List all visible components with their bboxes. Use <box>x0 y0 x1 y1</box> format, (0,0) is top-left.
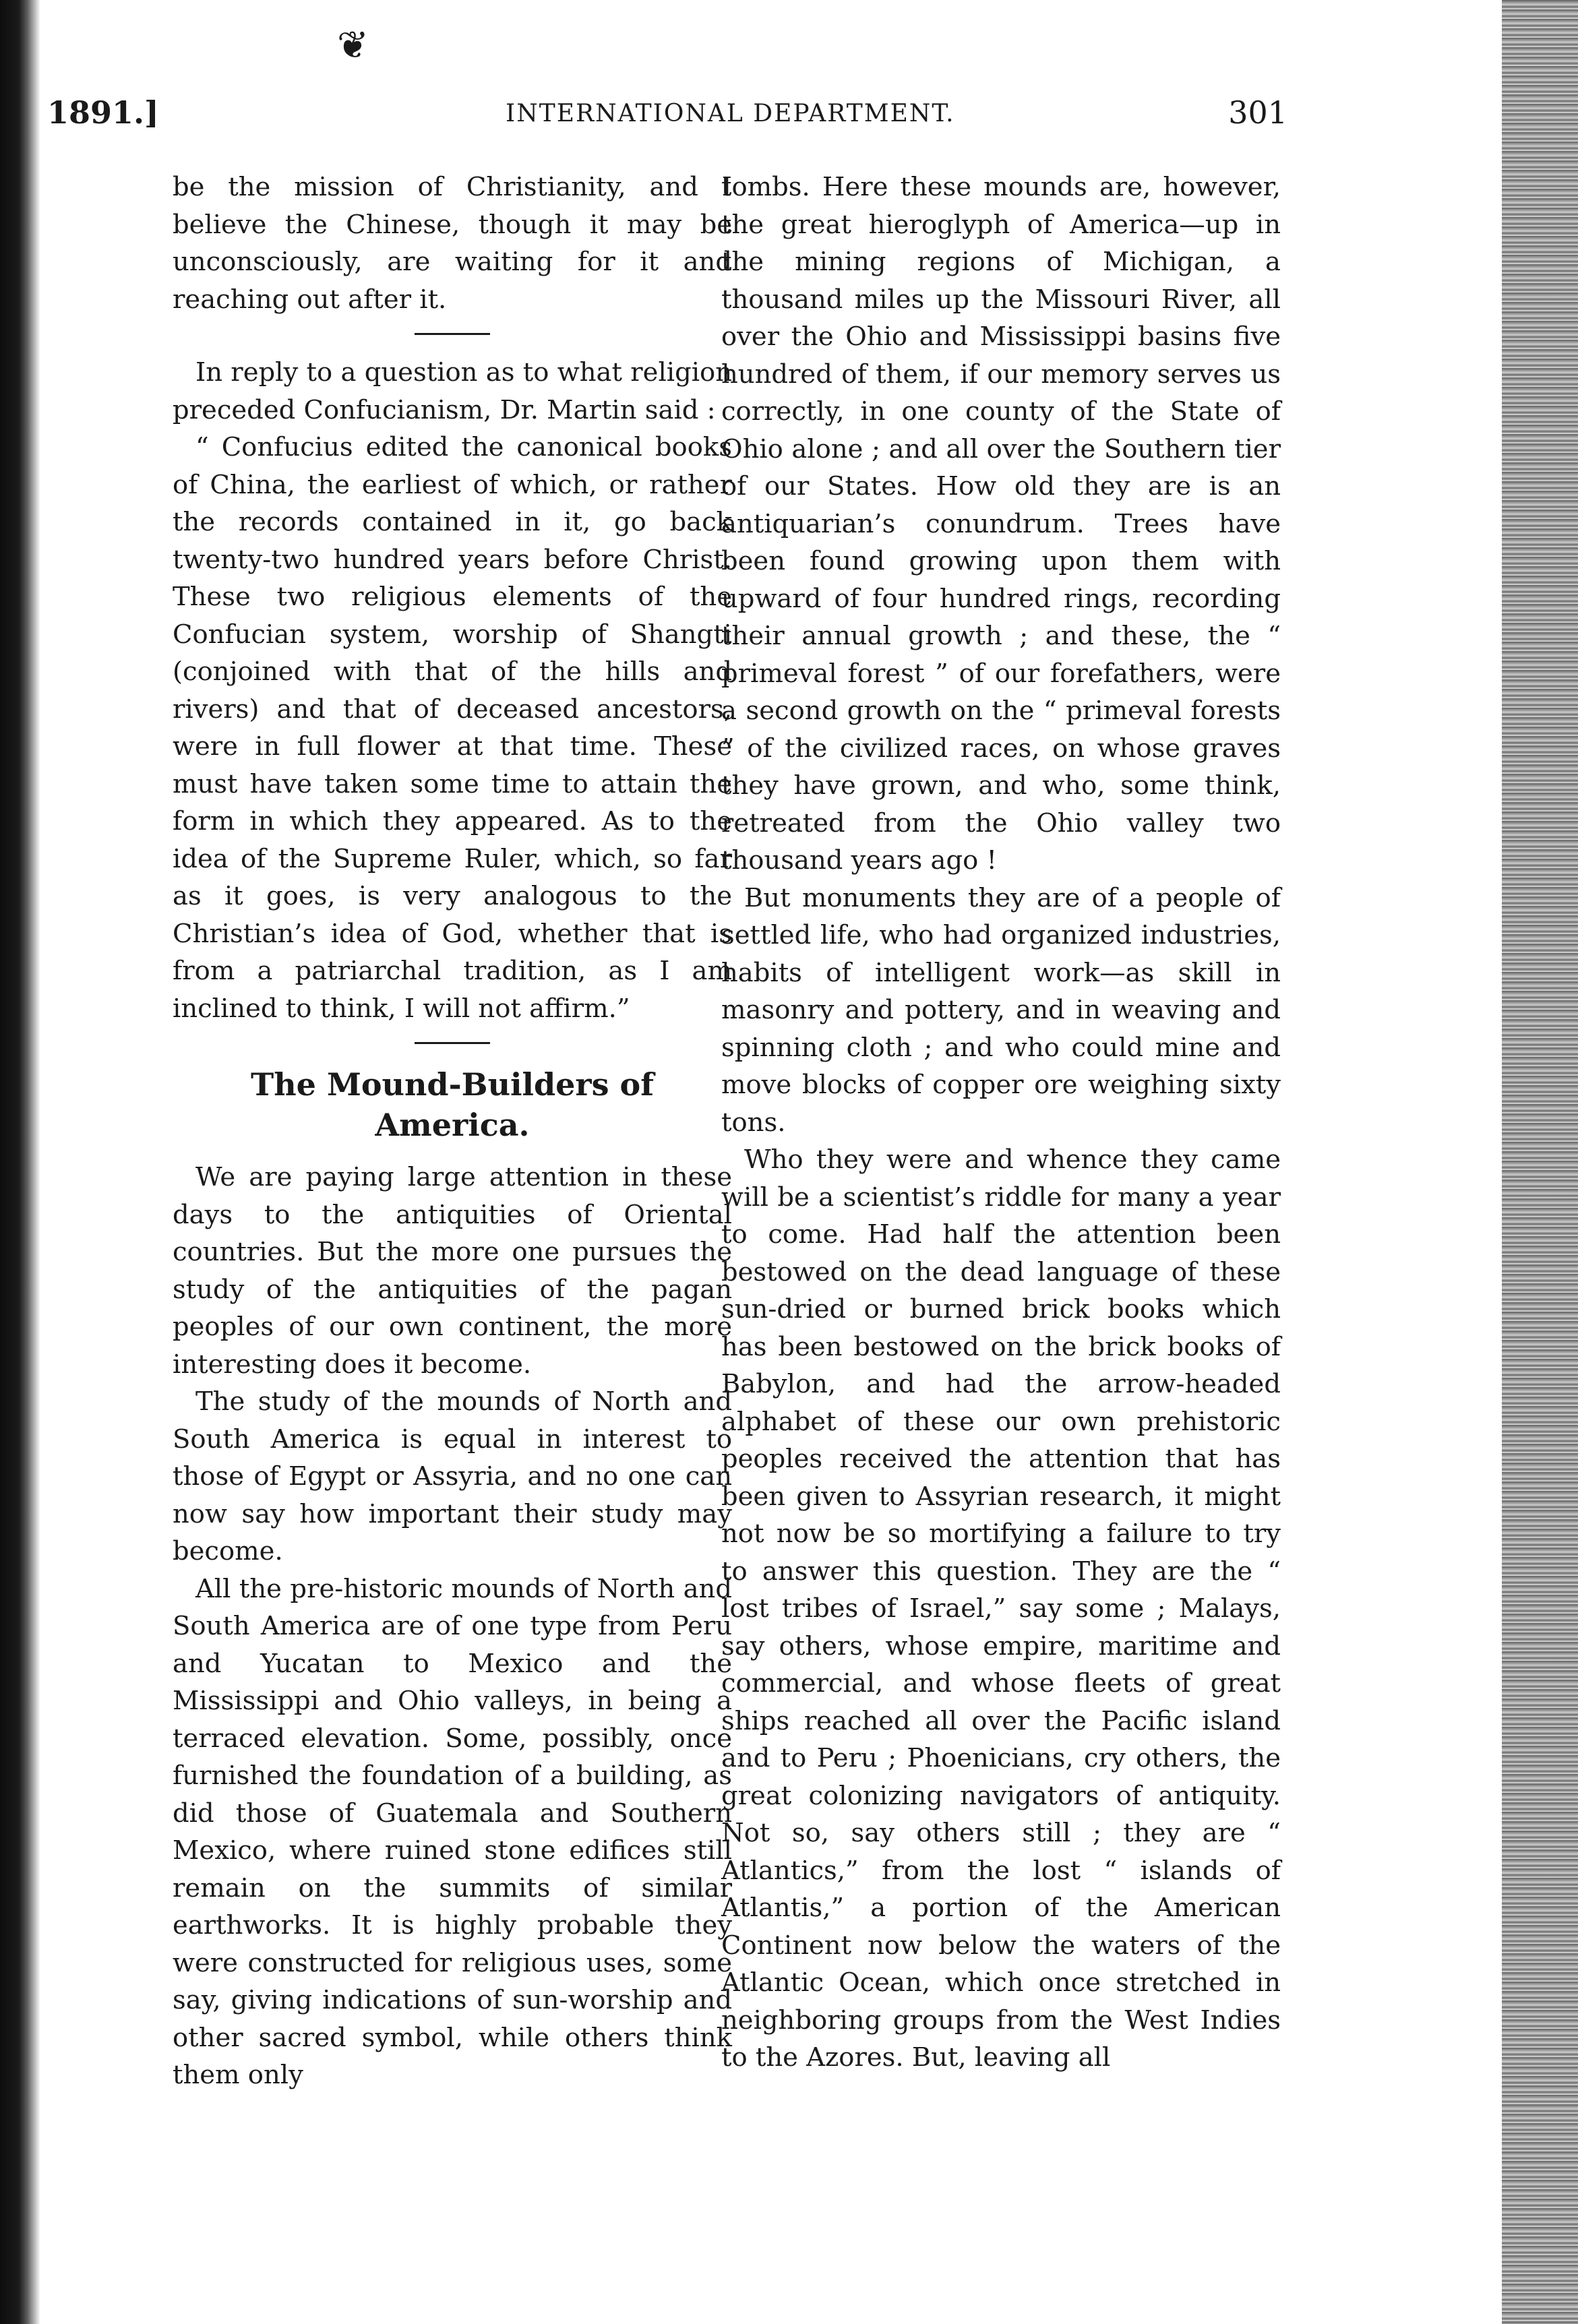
page-number: 301 <box>1228 94 1287 131</box>
scan-edge-left <box>0 0 40 2324</box>
running-title: INTERNATIONAL DEPARTMENT. <box>506 100 955 127</box>
ink-mark-icon: ❦ <box>337 24 369 67</box>
scan-edge-right <box>1502 0 1578 2324</box>
left-para-5: The study of the mounds of North and South America is equal in interest to those of Egypt or Assyria, and no one can now say how important their study may become. <box>173 1386 732 1566</box>
left-column <box>173 169 732 2094</box>
section-divider <box>415 1042 490 1044</box>
left-para-1: be the mission of Christianity, and I believe the Chinese, though it may be unconsciously, are waiting for it and reaching out after it. <box>173 172 732 315</box>
right-para-3: Who they were and whence they came will be a scientist’s riddle for many a year to come. Had half the attention been bestowed on the dead language of these sun-dried or burned brick books which has been bestowed on the brick books of Babylon, and had the arrow-headed alphabet of these our own prehistoric peoples received the attention that has been given to Assyrian research, it might not now be so mortifying a failure to try to answer this question. They are the “ lost tribes of Israel,” say some ; Malays, say others, whose empire, maritime and commercial, and whose fleets of great ships reached all over the Pacific island and to Peru ; Phoenicians, cry others, the great colonizing navigators of antiquity. Not so, say others still ; they are “ Atlantics,” from the lost “ islands of Atlantis,” a portion of the American Continent now below the waters of the Atlantic Ocean, which once stretched in neighboring groups from the West Indies to the Azores. But, leaving all <box>721 1144 1281 2073</box>
left-para-3: “ Confucius edited the canonical books of China, the earliest of which, or rather the records contained in it, go back twenty-two hundred years before Christ. These two religious elements of the Confucian system, worship of Shangti (conjoined with that of the hills and rivers) and that of deceased ancestors, were in full flower at that time. These must have taken some time to attain the form in which they appeared. As to the idea of the Supreme Ruler, which, so far as it goes, is very analogous to the Christian’s idea of God, whether that is from a patriarchal tradition, as I am inclined to think, I will not affirm.” <box>173 432 732 1024</box>
right-para-2: But monuments they are of a people of settled life, who had organized industries, habits of intelligent work—as skill in masonry and pottery, and in weaving and spinning cloth ; and who could mine and move blocks of copper ore weighing sixty tons. <box>721 882 1281 1138</box>
left-para-4: We are paying large attention in these days to the antiquities of Oriental countries. But the more one pursues the study of the antiquities of the pagan peoples of our own continent, the more interesting does it become. <box>173 1162 732 1380</box>
page-header <box>47 94 1287 148</box>
article-heading: The Mound-Builders of America. <box>250 1066 655 1143</box>
section-divider <box>415 333 490 335</box>
right-para-1: tombs. Here these mounds are, however, the great hieroglyph of America—up in the mining regions of Michigan, a thousand miles up the Missouri River, all over the Ohio and Mississippi basins five hundred of them, if our memory serves us correctly, in one county of the State of Ohio alone ; and all over the Southern tier of our States. How old they are is an antiquarian’s conundrum. Trees have been found growing upon them with upward of four hundred rings, recording their annual growth ; and these, the “ primeval forest ” of our forefathers, were a second growth on the “ primeval forests ” of the civilized races, on whose graves they have grown, and who, some think, retreated from the Ohio valley two thousand years ago ! <box>721 172 1281 876</box>
left-para-2: In reply to a question as to what religion preceded Confucianism, Dr. Martin said : <box>173 357 732 425</box>
left-para-6: All the pre-historic mounds of North and South America are of one type from Peru and Yucatan to Mexico and the Mississippi and Ohio valleys, in being a terraced elevation. Some, possibly, once furnished the foundation of a building, as did those of Guatemala and Southern Mexico, where ruined stone edifices still remain on the summits of similar earthworks. It is highly probable they were constructed for religious uses, some say, giving indications of sun-worship and other sacred symbol, while others think them only <box>173 1573 732 2090</box>
header-year: 1891.] <box>47 94 159 131</box>
right-column <box>721 169 1281 2077</box>
